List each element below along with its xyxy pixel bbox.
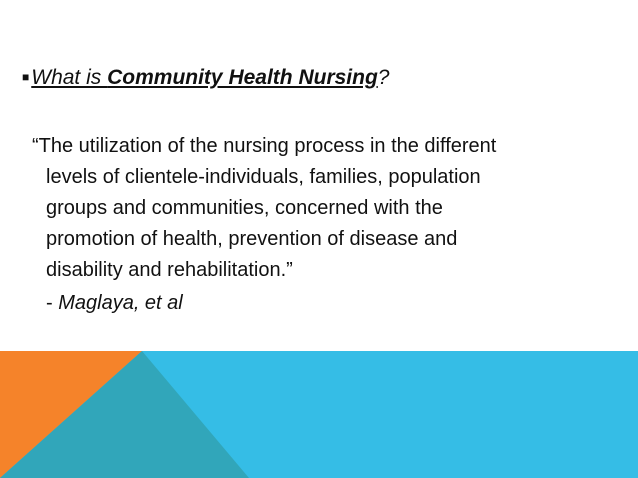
square-bullet-icon: ■: [22, 70, 30, 84]
quote-line: disability and rehabilitation.”: [46, 259, 293, 281]
quote-attribution: [46, 290, 183, 316]
attribution-name: Maglaya, et al: [58, 292, 183, 314]
question-suffix: ?: [377, 66, 390, 89]
question-prefix: What is: [31, 66, 108, 89]
quote-line: levels of clientele-individuals, families, population: [46, 166, 481, 188]
quote-line: groups and communities, concerned with the: [46, 197, 443, 219]
definition-quote: [32, 131, 632, 286]
quote-line: promotion of health, prevention of disease and: [46, 228, 458, 250]
quote-line: “The utilization of the nursing process in the different: [32, 135, 497, 157]
attribution-dash: -: [46, 292, 59, 314]
slide-question: [22, 64, 389, 91]
question-term: Community Health Nursing: [107, 66, 378, 89]
decorative-footer-band: [0, 351, 638, 478]
